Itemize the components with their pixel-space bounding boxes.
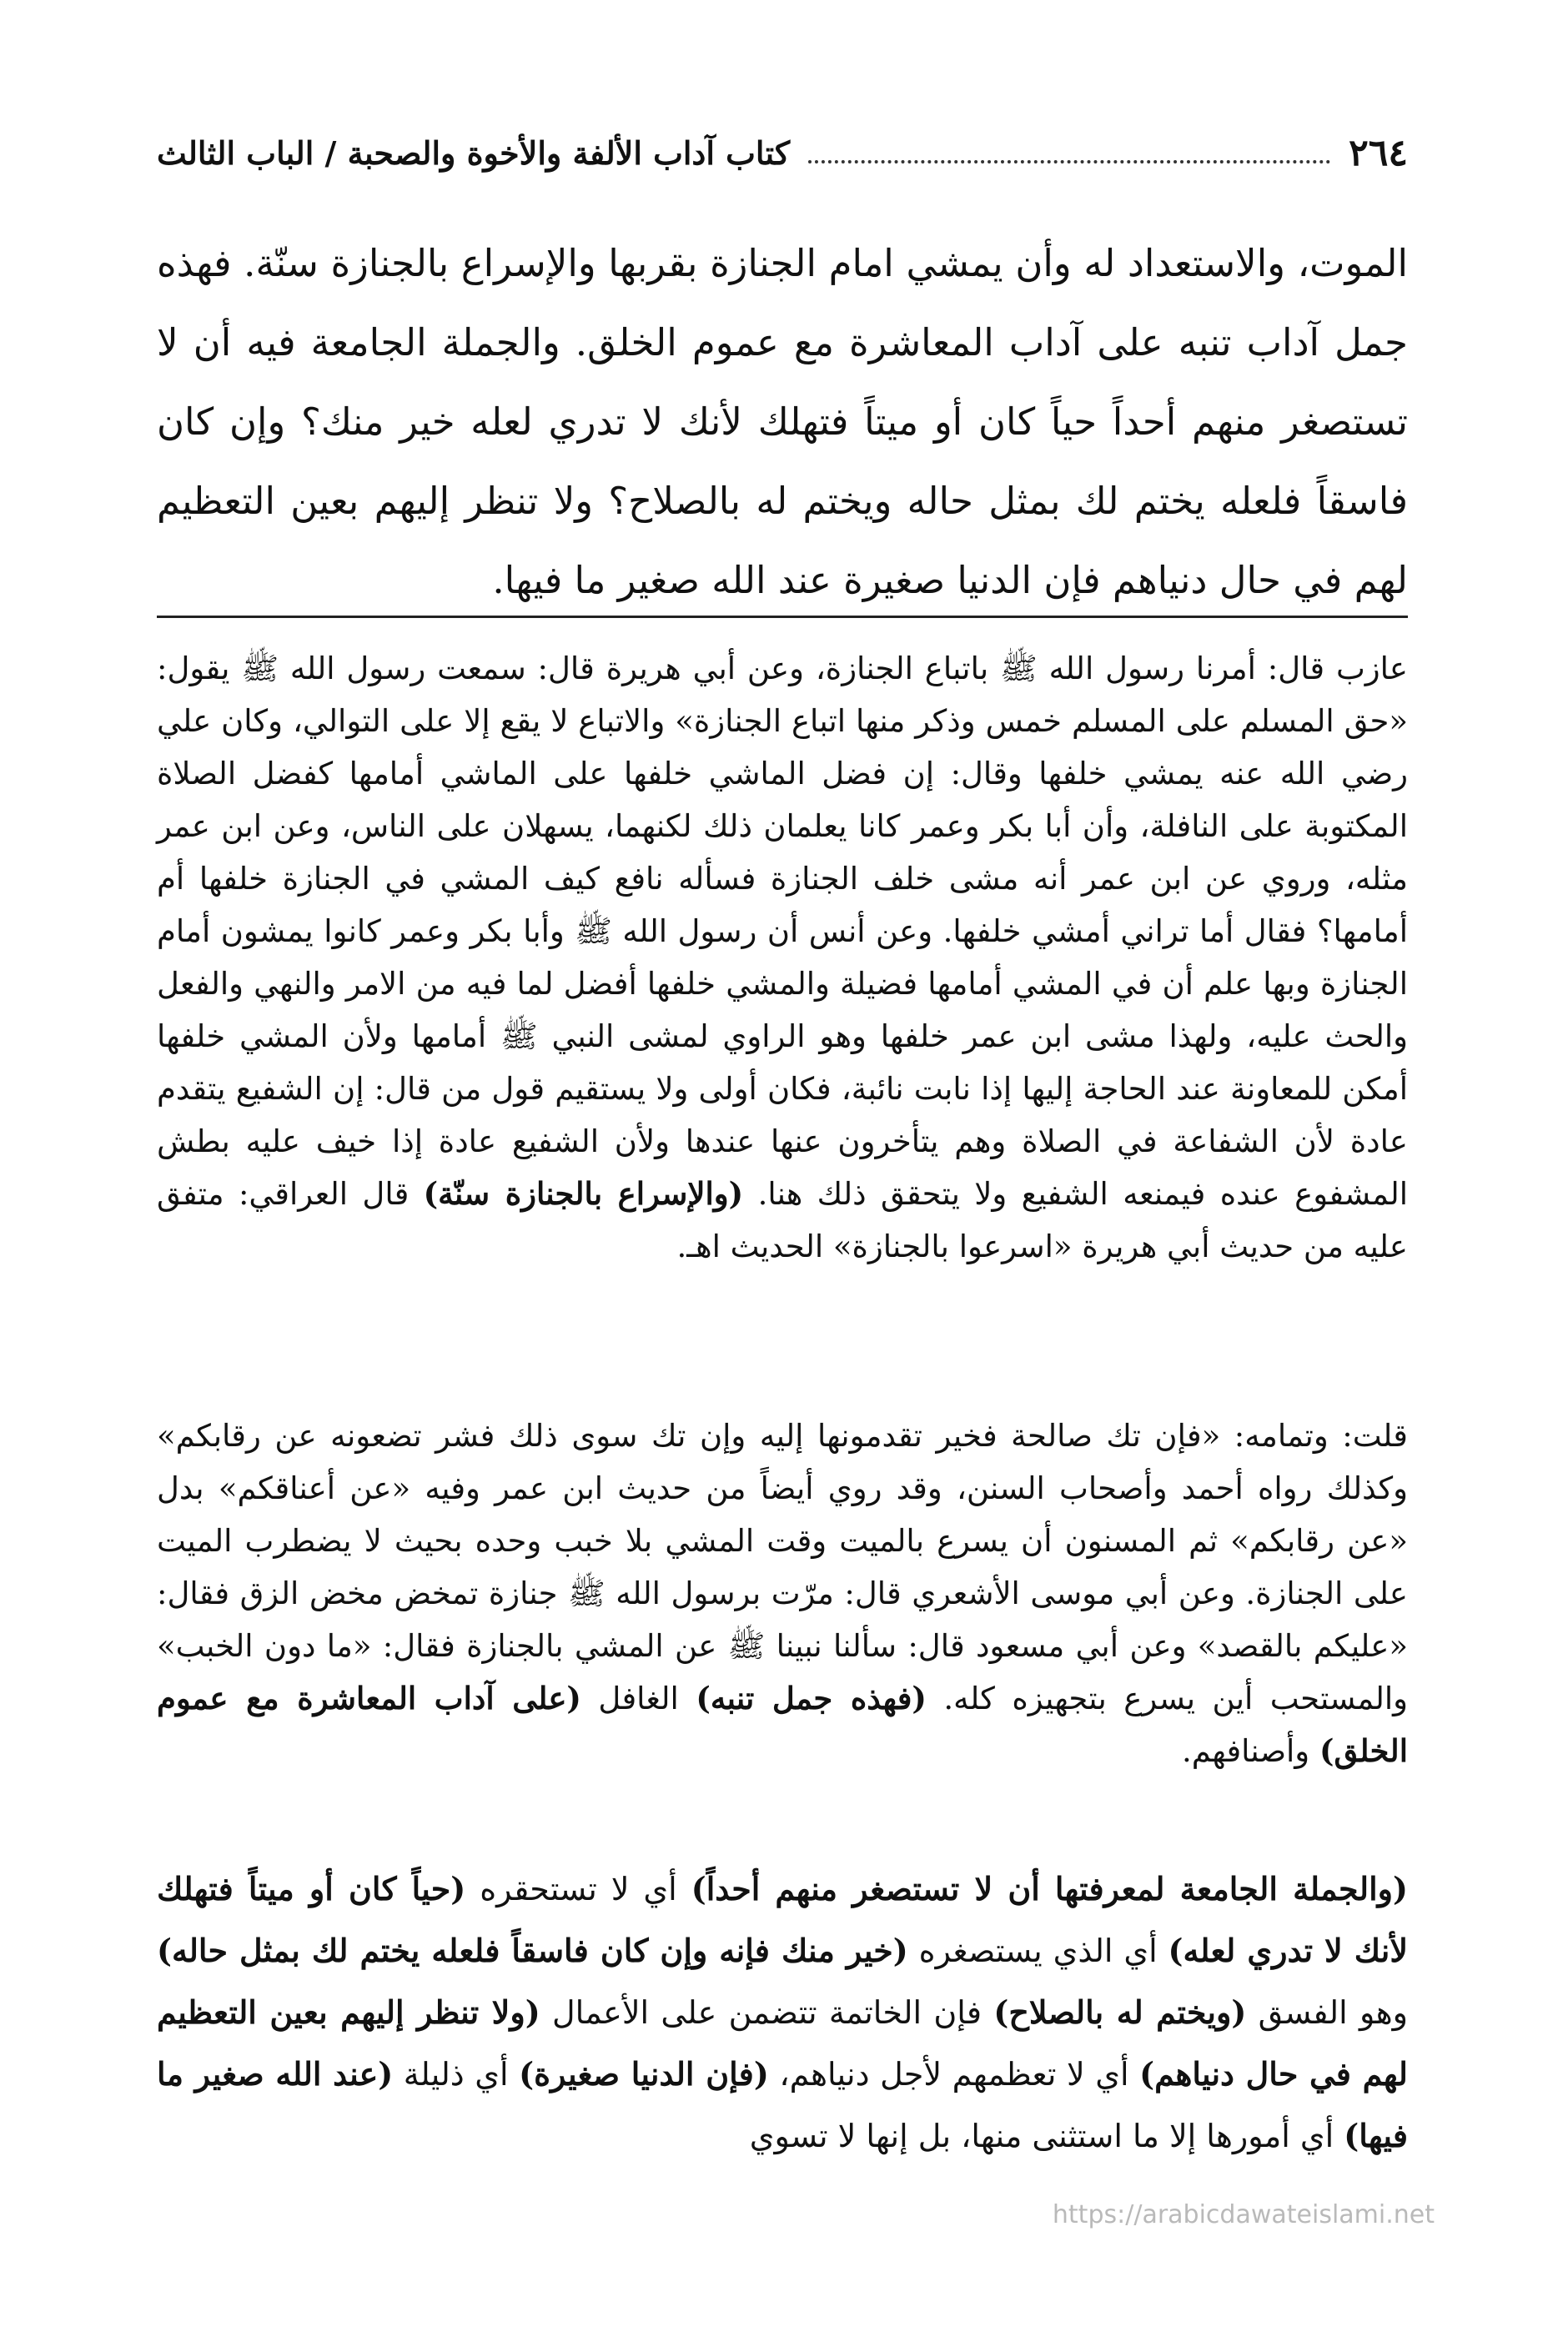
commentary-paragraph-2 (157, 1410, 1408, 1777)
bold-quoted-text: (خير منك فإنه وإن كان فاسقاً فلعله يختم لك بمثل حاله) (157, 1932, 908, 1969)
paragraph-text: فهذه جمل آداب تنبه على آداب المعاشرة مع عموم الخلق. (157, 241, 1408, 364)
paragraph-text: فإن الخاتمة تتضمن على الأعمال (540, 1994, 994, 2031)
paragraph-text: عازب قال: أمرنا رسول الله ﷺ باتباع الجنازة، وعن أبي هريرة قال: سمعت رسول الله ﷺ يقول: «حق المسلم على المسلم خمس وذكر منها اتباع الجنازة» والاتباع لا يقع إلا على التوالي، وكان علي رضي الله عنه يمشي خلفها وقال: إن فضل الماشي خلفها على الماشي أمامها كفضل الصلاة المكتوبة على النافلة، وأن أبا بكر وعمر كانا يعلمان ذلك لكنهما، يسهلان على الناس، وعن ابن عمر مثله، وروي عن ابن عمر أنه مشى خلف الجنازة فسأله نافع كيف المشي في الجنازة خلفها أم أمامها؟ فقال أما تراني أمشي خلفها. وعن أنس أن رسول الله ﷺ وأبا بكر وعمر كانوا يمشون أمام الجنازة وبها علم أن في المشي أمامها فضيلة والمشي خلفها أفضل لما فيه من الامر والنهي والفعل والحث عليه، ولهذا مشى ابن عمر خلفها وهو الراوي لمشى النبي ﷺ أمامها ولأن المشي خلفها أمكن للمعاونة عند الحاجة إليها إذا نابت نائبة، فكان أولى ولا يستقيم قول من قال: إن الشفيع يتقدم عادة لأن الشفاعة في الصلاة وهم يتأخرون عنها عندها ولأن الشفيع عادة إذا خيف عليه بطش المشفوع عنده فيمنعه الشفيع ولا يتحقق ذلك هنا. (157, 651, 1408, 1212)
running-title: كتاب آداب الألفة والأخوة والصحبة / الباب الثالث (157, 133, 791, 172)
footnote-separator (157, 616, 1408, 618)
watermark-url: https://arabicdawateislami.net (1052, 2200, 1435, 2229)
leader-dots (808, 142, 1330, 163)
paragraph-text: وهو الفسق (1246, 1994, 1408, 2031)
bold-quoted-text: (حياً كان أو ميتاً فتهلك لأنك لا تدري لعله) (157, 1870, 1409, 1969)
page-header (157, 123, 1408, 182)
paragraph-text: وأصنافهم. (1182, 1733, 1319, 1769)
bold-quoted-text: (فهذه جمل تنبه) (696, 1680, 927, 1716)
bold-quoted-text: (عند الله صغير ما فيها) (157, 2055, 1408, 2154)
paragraph-text: أي أمورها إلا ما استثنى منها، بل إنها لا تسوي (749, 2118, 1344, 2154)
page-number: ٢٦٤ (1349, 131, 1408, 174)
commentary-paragraph-1 (157, 642, 1408, 1273)
paragraph-text: الموت، والاستعداد له وأن يمشي امام الجنازة بقربها والإسراع بالجنازة سنّة. (244, 241, 1408, 285)
paragraph-text: والجملة الجامعة فيه أن لا تستصغر منهم أحداً حياً كان أو ميتاً فتهلك لأنك لا تدري لعله خير منك؟ وإن كان فاسقاً فلعله يختم لك بمثل حاله ويختم له بالصلاح؟ ولا تنظر إليهم بعين التعظيم لهم في حال دنياهم فإن الدنيا صغيرة عند الله صغير ما فيها. (157, 320, 1408, 602)
bold-quoted-text: (ويختم له بالصلاح) (993, 1993, 1247, 2031)
main-text (157, 224, 1408, 620)
paragraph-text: أي ذليلة (393, 2056, 520, 2093)
bold-quoted-text: (فإن الدنيا صغيرة) (519, 2055, 769, 2093)
paragraph-text: قال العراقي: متفق عليه من حديث أبي هريرة «اسرعوا بالجنازة» الحديث اهـ. (157, 1176, 1408, 1264)
bold-quoted-text: (على آداب المعاشرة مع عموم الخلق) (157, 1680, 1408, 1769)
paragraph-text: الغافل (580, 1681, 696, 1716)
commentary-paragraph-3 (157, 1858, 1408, 2167)
bold-quoted-text: (والإسراع بالجنازة سنّة) (423, 1175, 744, 1212)
paragraph-text: أي الذي يستصغره (907, 1932, 1168, 1969)
paragraph-text: أي لا تستحقره (465, 1871, 691, 1907)
bold-quoted-text: (والجملة الجامعة لمعرفتها أن لا تستصغر منهم أحداً) (691, 1870, 1408, 1907)
paragraph-text: قلت: وتمامه: «فإن تك صالحة فخير تقدمونها إليه وإن تك سوى ذلك فشر تضعونه عن رقابكم» وكذلك رواه أحمد وأصحاب السنن، وقد روي أيضاً من حديث ابن عمر وفيه «عن أعناقكم» بدل «عن رقابكم» ثم المسنون أن يسرع بالميت وقت المشي بلا خبب وحده بحيث لا يضطرب الميت على الجنازة. وعن أبي موسى الأشعري قال: مرّت برسول الله ﷺ جنازة تمخض مخض الزق فقال: «عليكم بالقصد» وعن أبي مسعود قال: سألنا نبينا ﷺ عن المشي بالجنازة فقال: «ما دون الخبب» والمستحب أين يسرع بتجهيزه كله. (157, 1418, 1409, 1716)
paragraph-text: أي لا تعظمهم لأجل دنياهم، (768, 2056, 1140, 2093)
bold-quoted-text: (ولا تنظر إليهم بعين التعظيم لهم في حال دنياهم) (157, 1993, 1408, 2093)
